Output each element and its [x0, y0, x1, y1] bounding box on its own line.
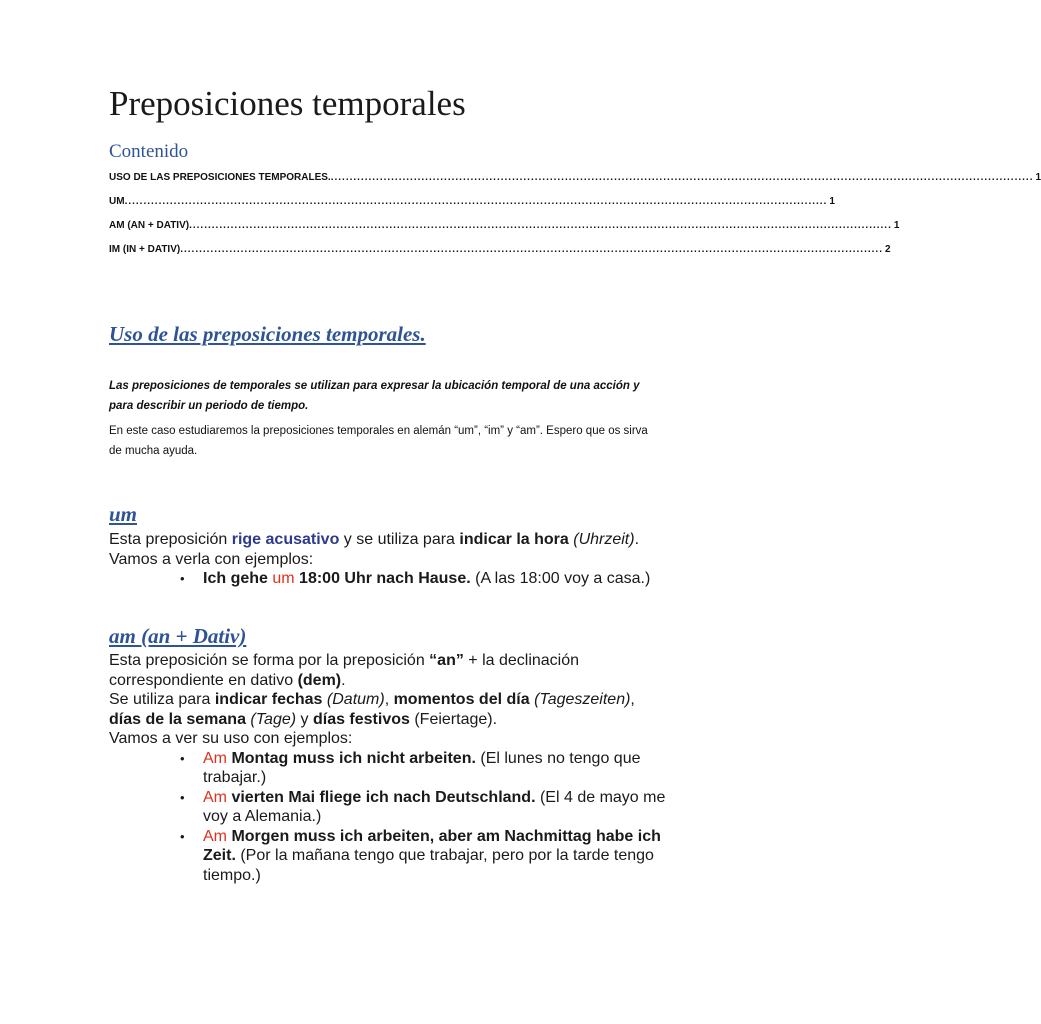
toc-entry-uso[interactable]	[109, 166, 1041, 190]
uso-intro-paragraph: Las preposiciones de temporales se utilizan para expresar la ubicación temporal de una acción y para describir un periodo de tiempo.	[109, 380, 640, 412]
am-section-body	[109, 651, 669, 885]
um-section-body	[109, 530, 669, 589]
example-bold-text: Morgen muss ich arbeiten, aber am Nachmittag habe ich Zeit.	[203, 827, 661, 864]
am-german-term: (Tage)	[250, 710, 297, 728]
toc-leader-dots: ..........................................................................................................................................................................................	[330, 172, 1034, 183]
um-use-highlight: indicar la hora	[459, 531, 569, 548]
toc-entry-page: 1	[1035, 172, 1041, 183]
um-text: Esta preposición	[109, 531, 232, 548]
am-text: (Feiertage).	[409, 710, 498, 728]
toc-leader-dots: ..........................................................................................................................................................................................	[180, 244, 883, 255]
toc-entry-page: 2	[884, 244, 891, 255]
list-item	[203, 569, 673, 589]
list-item	[203, 749, 673, 788]
section-heading-uso: Uso de las preposiciones temporales.	[109, 322, 426, 346]
example-bold-text: 18:00 Uhr nach Hause.	[294, 570, 471, 587]
am-text: + la declinación correspondiente en dativo	[109, 652, 580, 689]
um-paragraph	[109, 530, 669, 569]
am-highlight: indicar fechas	[214, 691, 323, 708]
um-examples-list	[109, 569, 669, 589]
example-translation: (El lunes no tengo que trabajar.)	[203, 749, 641, 786]
am-paragraph-intro-examples: Vamos a ver su uso con ejemplos:	[109, 730, 353, 747]
am-examples-list	[109, 749, 669, 886]
um-text: . Vamos a verla con ejemplos:	[109, 531, 640, 568]
toc-entry-im[interactable]	[109, 238, 891, 262]
toc-heading: Contenido	[109, 141, 189, 162]
am-paragraph-usage	[109, 690, 669, 729]
example-preposition: Am	[203, 827, 227, 845]
um-case-highlight: rige acusativo	[231, 531, 340, 548]
am-paragraph-formation	[109, 651, 669, 690]
section-heading-um: um	[109, 502, 138, 526]
toc-entry-label: IM (IN + DATIV)	[109, 244, 181, 255]
am-text: ,	[630, 691, 635, 708]
section-heading-am: am (an + Dativ)	[109, 624, 247, 648]
example-preposition: Am	[203, 749, 227, 767]
am-highlight: “an”	[429, 652, 464, 669]
list-item	[203, 788, 673, 827]
example-translation: (El 4 de mayo me voy a Alemania.)	[203, 788, 666, 825]
example-bold-text: Ich gehe	[203, 570, 273, 587]
toc-leader-dots: ..........................................................................................................................................................................................	[124, 196, 828, 207]
toc-entry-label: USO DE LAS PREPOSICIONES TEMPORALES.	[109, 172, 331, 183]
am-text: ,	[384, 691, 394, 708]
um-german-term: (Uhrzeit)	[573, 531, 635, 548]
am-highlight: momentos del día	[393, 691, 530, 708]
toc-entry-um[interactable]	[109, 190, 835, 214]
am-text: .	[341, 671, 346, 689]
example-bold-text: vierten Mai fliege ich nach Deutschland.	[227, 788, 536, 806]
example-bold-text: Montag muss ich nicht arbeiten.	[227, 749, 476, 767]
am-german-term: (Datum)	[326, 691, 385, 708]
example-preposition: Am	[203, 788, 227, 806]
am-highlight: (dem)	[297, 671, 342, 689]
example-translation: (A las 18:00 voy a casa.)	[470, 570, 651, 587]
toc-leader-dots: ..........................................................................................................................................................................................	[189, 220, 892, 231]
um-text: y se utiliza para	[339, 531, 460, 548]
toc-entry-page: 1	[829, 196, 835, 207]
toc-entry-am[interactable]	[109, 214, 900, 238]
list-item	[203, 827, 673, 886]
am-german-term: (Tageszeiten)	[534, 691, 631, 708]
page-title: Preposiciones temporales	[109, 84, 466, 123]
am-text: Se utiliza para	[109, 691, 215, 708]
am-text: y	[296, 710, 313, 728]
example-translation: (Por la mañana tengo que trabajar, pero por la tarde tengo tiempo.)	[203, 847, 654, 884]
am-text: Esta preposición se forma por la preposición	[109, 652, 430, 669]
am-highlight: días festivos	[312, 710, 410, 728]
am-highlight: días de la semana	[109, 710, 246, 728]
uso-case-paragraph: En este caso estudiaremos la preposiciones temporales en alemán “um”, “im” y “am”. Espero que os sirva de mucha ayuda.	[109, 425, 648, 457]
example-preposition: um	[272, 570, 295, 587]
table-of-contents	[109, 166, 1041, 262]
toc-entry-label: AM (AN + DATIV)	[109, 220, 190, 231]
toc-entry-label: UM	[109, 196, 125, 207]
toc-entry-page: 1	[893, 220, 900, 231]
